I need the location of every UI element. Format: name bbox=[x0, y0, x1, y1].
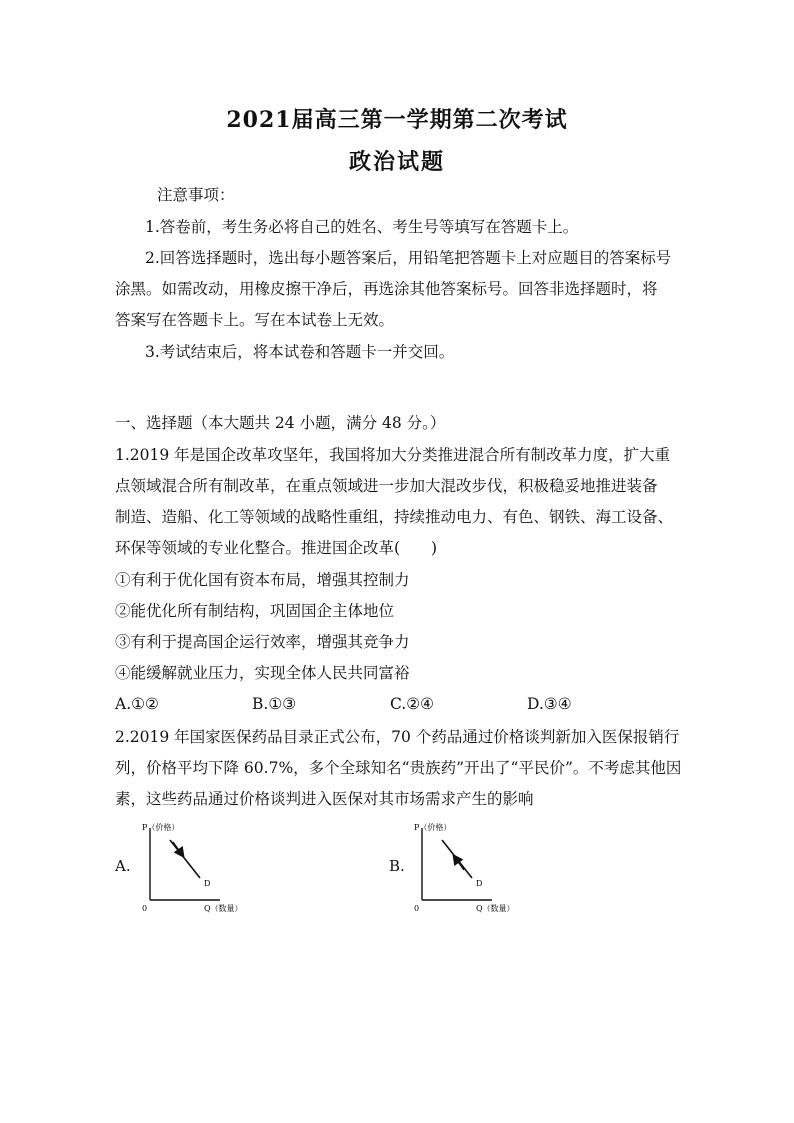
q2-stem-line: 素，这些药品通过价格谈判进入医保对其市场需求产生的影响 bbox=[115, 790, 534, 808]
arrow-down-icon bbox=[173, 842, 183, 856]
q1-stem-line: 制造、造船、化工等领域的战略性重组，持续推动电力、有色、钢铁、海工设备、 bbox=[115, 508, 674, 526]
notice-line: 答案写在答题卡上。写在本试卷上无效。 bbox=[115, 311, 395, 329]
demand-graph-a bbox=[130, 818, 260, 918]
q2-stem-line: 列，价格平均下降 60.7%，多个全球知名“贵族药”开出了“平民价”。不考虑其他因 bbox=[115, 759, 682, 777]
q1-option-b[interactable]: B.①③ bbox=[252, 695, 297, 713]
q2-option-b[interactable]: B. bbox=[389, 857, 405, 875]
arrow-up-icon bbox=[454, 856, 464, 870]
q1-item: ③有利于提高国企运行效率，增强其竞争力 bbox=[115, 633, 410, 651]
notice-line: 3.考试结束后，将本试卷和答题卡一并交回。 bbox=[145, 343, 455, 361]
q2-option-a[interactable]: A. bbox=[115, 857, 131, 875]
exam-subject: 政治试题 bbox=[348, 149, 445, 175]
x-axis-label: Q（数量） bbox=[204, 904, 243, 913]
q1-item: ①有利于优化国有资本布局，增强其控制力 bbox=[115, 571, 410, 589]
notice-line: 1.答卷前，考生务必将自己的姓名、考生号等填写在答题卡上。 bbox=[145, 218, 579, 236]
q1-option-d[interactable]: D.③④ bbox=[527, 695, 572, 713]
x-axis-label: Q（数量） bbox=[476, 904, 515, 913]
origin-label: 0 bbox=[142, 904, 148, 913]
y-axis-label: P（价格） bbox=[142, 823, 180, 832]
origin-label: 0 bbox=[414, 904, 420, 913]
q1-option-c[interactable]: C.②④ bbox=[390, 695, 435, 713]
notice-line: 2.回答选择题时，选出每小题答案后，用铅笔把答题卡上对应题目的答案标号 bbox=[145, 249, 672, 267]
demand-graph-b bbox=[402, 818, 532, 918]
q1-option-a[interactable]: A.①② bbox=[115, 695, 159, 713]
q1-item: ②能优化所有制结构，巩固国企主体地位 bbox=[115, 602, 395, 620]
demand-curve bbox=[170, 840, 200, 878]
y-axis-label: P（价格） bbox=[414, 823, 452, 832]
q1-stem-line: 1.2019 年是国企改革攻坚年，我国将加大分类推进混合所有制改革力度，扩大重 bbox=[115, 446, 671, 464]
curve-label: D bbox=[204, 879, 211, 888]
q1-stem-line: 环保等领域的专业化整合。推进国企改革( ) bbox=[115, 539, 438, 557]
curve-label: D bbox=[476, 879, 483, 888]
q2-stem-line: 2.2019 年国家医保药品目录正式公布，70 个药品通过价格谈判新加入医保报销行 bbox=[115, 728, 680, 746]
section-title: 一、选择题（本大题共 24 小题，满分 48 分。） bbox=[115, 414, 446, 432]
q1-item: ④能缓解就业压力，实现全体人民共同富裕 bbox=[115, 664, 410, 682]
q1-stem-line: 点领域混合所有制改革，在重点领域进一步加大混改步伐，积极稳妥地推进装备 bbox=[115, 477, 658, 495]
notice-line: 涂黑。如需改动，用橡皮擦干净后，再选涂其他答案标号。回答非选择题时，将 bbox=[115, 280, 658, 298]
exam-title: 2021届高三第一学期第二次考试 bbox=[226, 107, 568, 133]
notice-heading: 注意事项： bbox=[157, 186, 235, 204]
